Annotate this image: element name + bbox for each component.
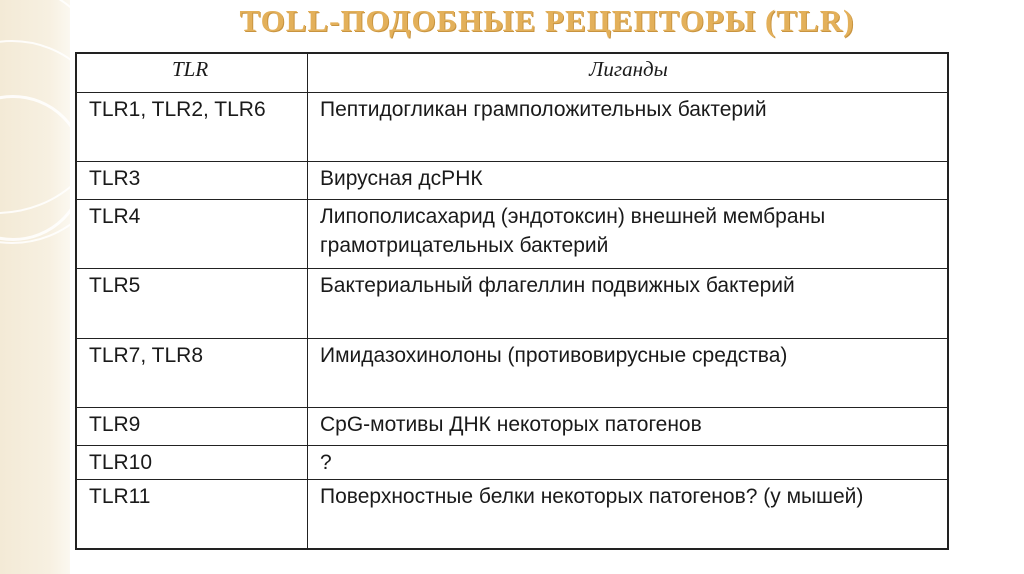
table-row	[76, 407, 948, 445]
cell-ligand: Липополисахарид (эндотоксин) внешней мембраны грамотрицательных бактерий	[308, 199, 949, 268]
cell-tlr: TLR11	[76, 479, 308, 549]
page-title: TOLL-ПОДОБНЫЕ РЕЦЕПТОРЫ (TLR)	[239, 3, 855, 38]
cell-tlr: TLR5	[76, 268, 308, 338]
table-row	[76, 268, 948, 338]
table-row	[76, 445, 948, 479]
table-row	[76, 199, 948, 268]
cell-ligand: Поверхностные белки некоторых патогенов? (у мышей)	[308, 479, 949, 549]
table-row	[76, 479, 948, 549]
cell-tlr: TLR10	[76, 445, 308, 479]
tlr-ligand-table	[75, 52, 949, 550]
table-header-row	[76, 53, 948, 92]
table-row	[76, 161, 948, 199]
cell-ligand: CpG-мотивы ДНК некоторых патогенов	[308, 407, 949, 445]
cell-ligand: Вирусная дсРНК	[308, 161, 949, 199]
cell-ligand: Имидазохинолоны (противовирусные средства)	[308, 338, 949, 407]
cell-tlr: TLR9	[76, 407, 308, 445]
column-header-tlr: TLR	[76, 53, 308, 92]
cell-ligand: Бактериальный флагеллин подвижных бактерий	[308, 268, 949, 338]
table-row	[76, 92, 948, 161]
cell-ligand: Пептидогликан грамположительных бактерий	[308, 92, 949, 161]
cell-tlr: TLR7, TLR8	[76, 338, 308, 407]
cell-ligand: ?	[308, 445, 949, 479]
cell-tlr: TLR4	[76, 199, 308, 268]
cell-tlr: TLR1, TLR2, TLR6	[76, 92, 308, 161]
column-header-ligands: Лиганды	[308, 53, 949, 92]
cell-tlr: TLR3	[76, 161, 308, 199]
decorative-side-band	[0, 0, 70, 574]
table-row	[76, 338, 948, 407]
